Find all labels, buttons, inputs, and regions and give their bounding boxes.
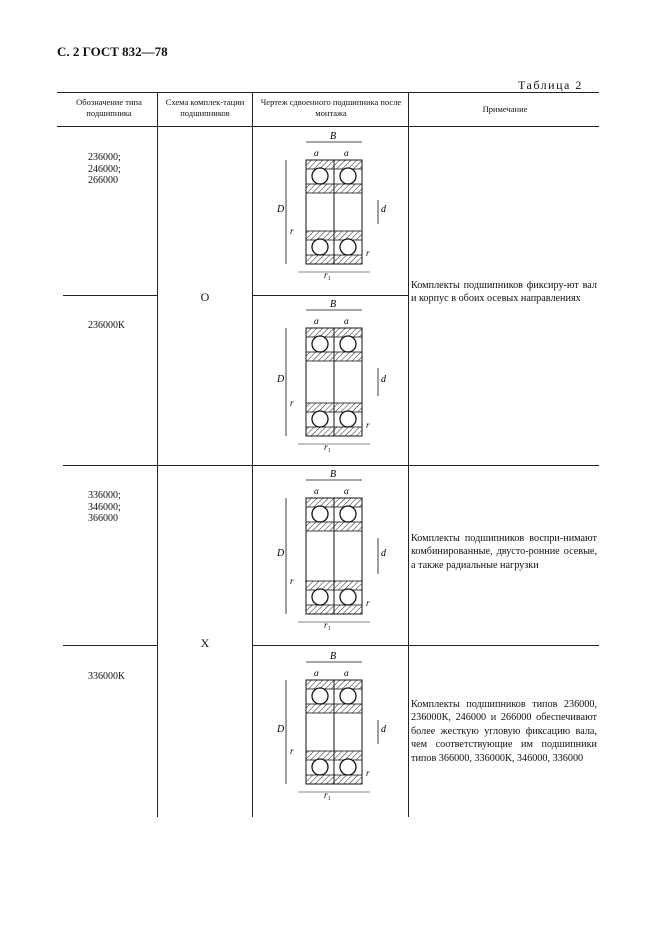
label-d: d [381, 724, 386, 735]
label-r-2: r [366, 598, 370, 608]
scheme-o: О [200, 290, 210, 304]
label-r1: r₁ [324, 620, 331, 630]
page-header: С. 2 ГОСТ 832—78 [57, 44, 168, 59]
ball-1 [312, 336, 328, 352]
ball-1 [312, 168, 328, 184]
label-r-1: r [290, 398, 294, 408]
header-scheme: Схема комплек-тации подшипников [165, 97, 245, 118]
outer-ring-bottom [306, 775, 362, 784]
ball-4 [340, 239, 356, 255]
label-d: d [381, 548, 386, 559]
ball-4 [340, 759, 356, 775]
label-D: D [277, 548, 285, 559]
table-caption: Таблица 2 [518, 78, 583, 92]
bearing-drawing-4 [262, 650, 402, 810]
ball-3 [312, 759, 328, 775]
row-divider-2 [63, 465, 599, 466]
ball-2 [340, 506, 356, 522]
label-r-1: r [290, 746, 294, 756]
label-r-2: r [366, 768, 370, 778]
ball-4 [340, 589, 356, 605]
note-2: Комплекты подшипников воспри-нимают комбинированные, двусто-ронние осевые, а также радиальные нагрузки [411, 533, 597, 571]
row-types-1: 236000; 246000; 266000 [88, 152, 121, 186]
label-D: D [277, 374, 285, 385]
inner-ring-bottom [306, 403, 362, 412]
ball-3 [312, 589, 328, 605]
outer-ring-bottom [306, 255, 362, 264]
scheme-x: Х [200, 636, 210, 650]
label-B: B [330, 469, 337, 480]
note-1: Комплекты подшипников фиксиру-ют вал и корпус в обоих осевых направлениях [411, 280, 597, 305]
label-B: B [330, 131, 337, 142]
inner-ring-top [306, 522, 362, 531]
ball-4 [340, 411, 356, 427]
ball-2 [340, 336, 356, 352]
inner-ring-bottom [306, 231, 362, 240]
row-divider-1b [252, 295, 408, 296]
header-note: Примечание [482, 104, 528, 114]
bearing-drawing-3 [262, 468, 402, 640]
ball-3 [312, 239, 328, 255]
col-divider-1 [157, 92, 158, 817]
label-alpha-1: α [314, 486, 319, 496]
ball-1 [312, 688, 328, 704]
label-r-2: r [366, 420, 370, 430]
row-divider-3b [252, 645, 599, 646]
label-alpha-1: α [314, 148, 319, 158]
ball-2 [340, 168, 356, 184]
row-divider-1 [63, 295, 157, 296]
ball-2 [340, 688, 356, 704]
row-types-2: 236000К [88, 320, 125, 331]
header-drawing: Чертеж сдвоенного подшипника после монтажа [260, 97, 402, 118]
row-types-3: 336000; 346000; 366000 [88, 490, 121, 524]
outer-ring-top [306, 680, 362, 689]
label-alpha-1: α [314, 316, 319, 326]
ball-3 [312, 411, 328, 427]
inner-ring-bottom [306, 751, 362, 760]
label-d: d [381, 204, 386, 215]
col-divider-3 [408, 92, 409, 817]
label-r-2: r [366, 248, 370, 258]
label-B: B [330, 299, 337, 310]
bearing-drawing-1 [262, 130, 402, 290]
label-alpha-2: α [344, 668, 349, 678]
bearing-drawing-2 [262, 298, 402, 462]
header-type: Обозначение типа подшипника [76, 97, 142, 118]
outer-ring-top [306, 328, 362, 337]
outer-ring-top [306, 160, 362, 169]
outer-ring-bottom [306, 605, 362, 614]
note-3: Комплекты подшипников типов 236000, 236000К, 246000 и 266000 обеспечивают более жесткую угловую фиксацию вала, чем соответствующие им подшипники типов 366000, 336000К, 346000, 336000 [411, 699, 597, 764]
label-B: B [330, 651, 337, 662]
outer-ring-top [306, 498, 362, 507]
inner-ring-bottom [306, 581, 362, 590]
label-D: D [277, 724, 285, 735]
inner-ring-top [306, 704, 362, 713]
label-d: d [381, 374, 386, 385]
label-alpha-2: α [344, 148, 349, 158]
label-r-1: r [290, 226, 294, 236]
ball-1 [312, 506, 328, 522]
table-top-rule [57, 92, 599, 93]
label-alpha-1: α [314, 668, 319, 678]
inner-ring-top [306, 352, 362, 361]
label-r1: r₁ [324, 790, 331, 800]
table-header-rule [57, 126, 599, 127]
label-D: D [277, 204, 285, 215]
label-r1: r₁ [324, 442, 331, 452]
row-types-4: 336000К [88, 671, 125, 682]
label-alpha-2: α [344, 316, 349, 326]
row-divider-3 [63, 645, 157, 646]
label-r1: r₁ [324, 270, 331, 280]
label-alpha-2: α [344, 486, 349, 496]
label-r-1: r [290, 576, 294, 586]
inner-ring-top [306, 184, 362, 193]
outer-ring-bottom [306, 427, 362, 436]
col-divider-2 [252, 92, 253, 817]
